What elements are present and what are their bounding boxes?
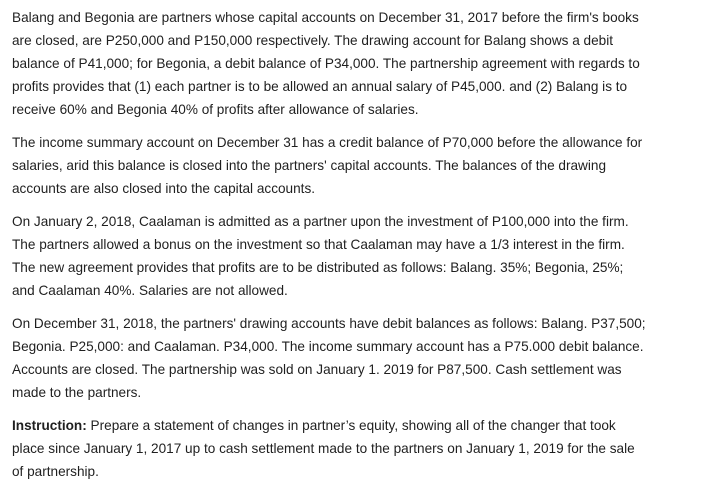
instruction-first-line (12, 414, 704, 437)
instruction-label: Instruction: (12, 418, 87, 433)
instruction-text: Prepare a statement of changes in partner’s equity, showing all of the changer that took (86, 418, 616, 433)
text-line: Accounts are closed. The partnership was sold on January 1. 2019 for P87,500. Cash settlement was (12, 362, 622, 377)
text-line: profits provides that (1) each partner is to be allowed an annual salary of P45,000. and (2) Balang is to (12, 79, 628, 94)
paragraph-admission (12, 210, 704, 302)
text-line: On December 31, 2018, the partners' drawing accounts have debit balances as follows: Balang. P37,500; (12, 316, 646, 331)
text-line: The income summary account on December 31 has a credit balance of P70,000 before the allowance for (12, 135, 643, 150)
text-line: of partnership. (12, 464, 99, 479)
text-line: Begonia. P25,000: and Caalaman. P34,000. The income summary account has a P75.000 debit balance. (12, 339, 644, 354)
text-line: Balang and Begonia are partners whose capital accounts on December 31, 2017 before the firm's books (12, 10, 639, 25)
text-line: The partners allowed a bonus on the investment so that Caalaman may have a 1/3 interest in the firm. (12, 237, 625, 252)
paragraph-capital-accounts (12, 6, 704, 121)
text-line: accounts are also closed into the capital accounts. (12, 181, 316, 196)
text-line: place since January 1, 2017 up to cash settlement made to the partners on January 1, 2019 for the sale (12, 441, 635, 456)
text-line: and Caalaman 40%. Salaries are not allowed. (12, 283, 288, 298)
text-line: The new agreement provides that profits are to be distributed as follows: Balang. 35%; Begonia, 25%; (12, 260, 624, 275)
text-line: are closed, are P250,000 and P150,000 respectively. The drawing account for Balang shows a debit (12, 33, 614, 48)
problem-text (12, 6, 704, 493)
text-line: salaries, arid this balance is closed into the partners' capital accounts. The balances of the drawing (12, 158, 607, 173)
text-line: balance of P41,000; for Begonia, a debit balance of P34,000. The partnership agreement with regards to (12, 56, 640, 71)
paragraph-income-summary (12, 131, 704, 200)
paragraph-sale (12, 312, 704, 404)
text-line: receive 60% and Begonia 40% of profits after allowance of salaries. (12, 102, 419, 117)
paragraph-instruction (12, 414, 704, 483)
text-line: made to the partners. (12, 385, 142, 400)
text-line: On January 2, 2018, Caalaman is admitted as a partner upon the investment of P100,000 into the firm. (12, 214, 629, 229)
